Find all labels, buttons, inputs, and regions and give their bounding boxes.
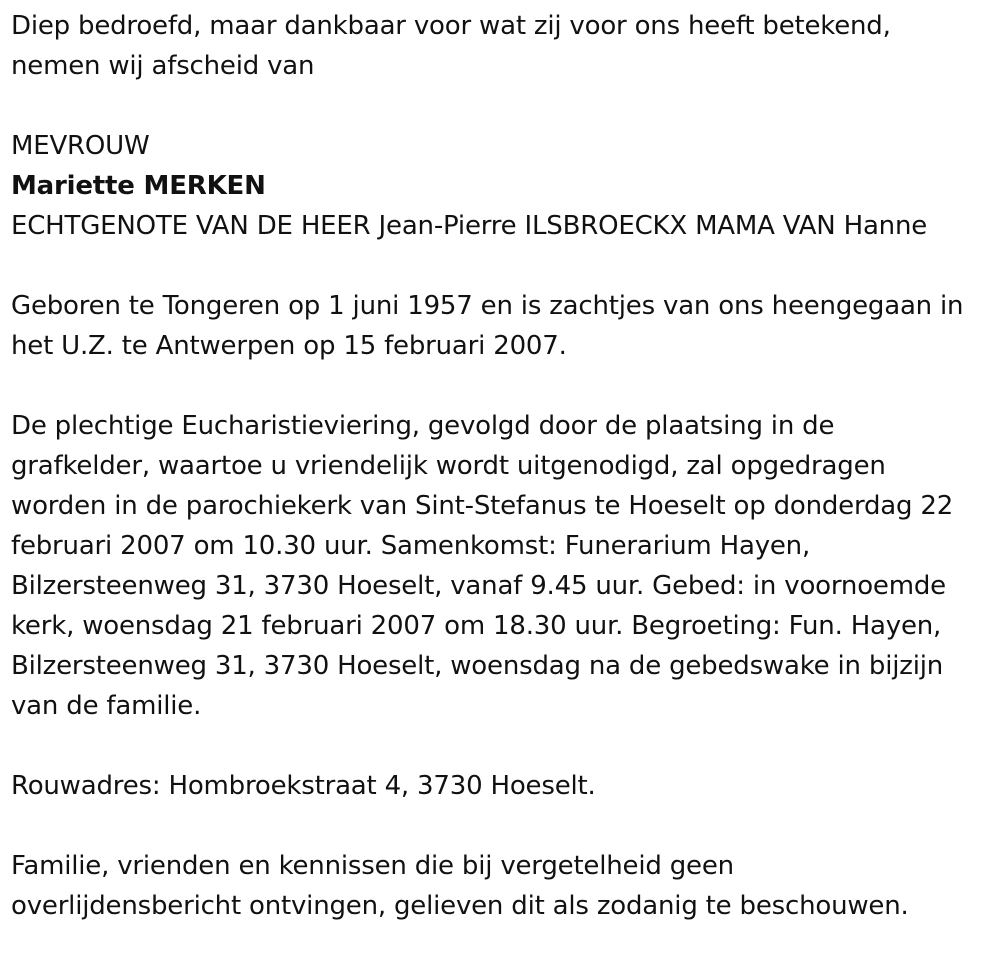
- spacer: [11, 86, 996, 126]
- relations-line: ECHTGENOTE VAN DE HEER Jean-Pierre ILSBROECKX MAMA VAN Hanne: [11, 211, 928, 241]
- birth-death-paragraph: Geboren te Tongeren op 1 juni 1957 en is zachtjes van ons heengegaan in het U.Z. te Antwerpen op 15 februari 2007.: [11, 291, 964, 361]
- closing-paragraph: Familie, vrienden en kennissen die bij vergetelheid geen overlijdensbericht ontvingen, gelieven dit als zodanig te beschouwen.: [11, 851, 909, 921]
- spacer: [11, 726, 996, 766]
- obituary-notice: [11, 6, 996, 926]
- salutation: MEVROUW: [11, 131, 150, 161]
- spacer: [11, 366, 996, 406]
- deceased-name: Mariette MERKEN: [11, 171, 266, 201]
- spacer: [11, 806, 996, 846]
- ceremony-paragraph: De plechtige Eucharistieviering, gevolgd door de plaatsing in de grafkelder, waartoe u vriendelijk wordt uitgenodigd, zal opgedragen worden in de parochiekerk van Sint-Stefanus te Hoeselt op donderdag 22 februari 2007 om 10.30 uur. Samenkomst: Funerarium Hayen, Bilzersteenweg 31, 3730 Hoeselt, vanaf 9.45 uur. Gebed: in voornoemde kerk, woensdag 21 februari 2007 om 18.30 uur. Begroeting: Fun. Hayen, Bilzersteenweg 31, 3730 Hoeselt, woensdag na de gebedswake in bijzijn van de familie.: [11, 411, 954, 721]
- address-line: Rouwadres: Hombroekstraat 4, 3730 Hoeselt.: [11, 771, 596, 801]
- intro-paragraph: Diep bedroefd, maar dankbaar voor wat zij voor ons heeft betekend, nemen wij afscheid van: [11, 11, 891, 81]
- spacer: [11, 246, 996, 286]
